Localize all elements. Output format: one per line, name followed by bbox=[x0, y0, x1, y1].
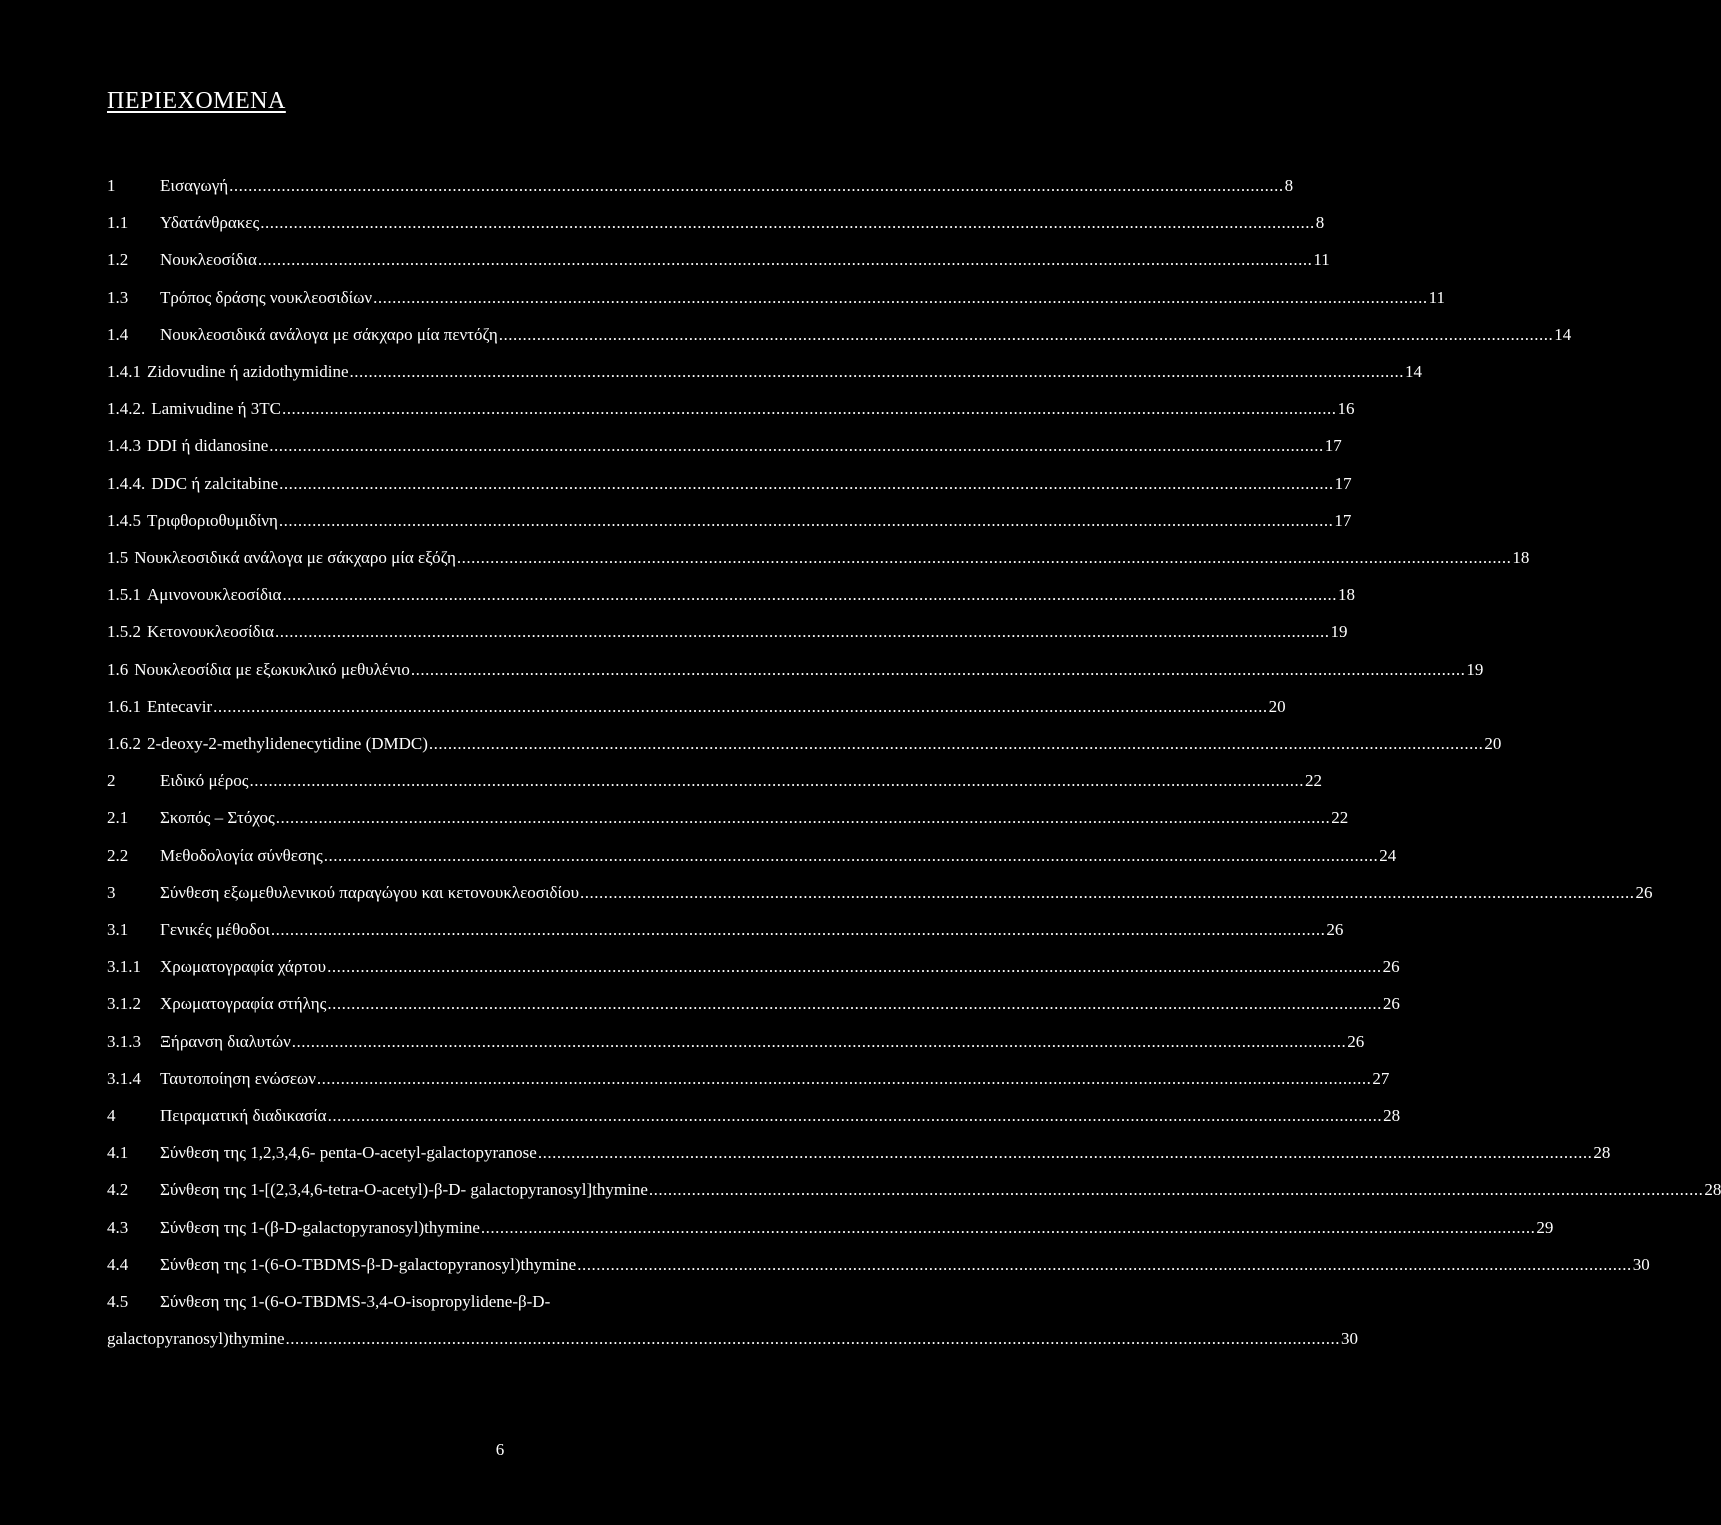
toc-entry-title: Νουκλεοσιδικά ανάλογα με σάκχαρο μία εξόζη bbox=[134, 548, 456, 567]
toc-entry-number: 1.5 bbox=[107, 548, 129, 567]
toc-dot-leader bbox=[649, 1178, 1704, 1202]
toc-entry-title: Lamivudine ή 3TC bbox=[151, 399, 282, 419]
toc-entry-number: 1.3 bbox=[107, 287, 129, 307]
toc-entry-title: Ειδικό μέρος bbox=[160, 771, 249, 791]
toc-entry-page: 17 bbox=[1334, 473, 1352, 493]
toc-entry-title: Αμινονουκλεοσίδια bbox=[147, 585, 282, 605]
toc-dot-leader bbox=[327, 992, 1382, 1016]
toc-entry-number: 1.6.2 bbox=[107, 734, 141, 753]
table-of-contents bbox=[107, 0, 1721, 1525]
toc-entry[interactable] bbox=[107, 248, 1330, 272]
toc-dot-leader bbox=[499, 323, 1554, 347]
toc-entry-title: Ταυτοποίηση ενώσεων bbox=[160, 1068, 316, 1088]
toc-entry-title: galactopyranosyl)thymine bbox=[107, 1329, 285, 1349]
toc-entry-page: 14 bbox=[1554, 324, 1572, 344]
toc-dot-leader bbox=[260, 211, 1315, 235]
toc-entry-title: Υδατάνθρακες bbox=[160, 213, 260, 233]
toc-entry[interactable] bbox=[107, 769, 1322, 793]
toc-entry[interactable] bbox=[107, 695, 1286, 719]
toc-entry[interactable] bbox=[107, 1290, 890, 1314]
toc-dot-leader bbox=[292, 1030, 1347, 1054]
toc-dot-leader bbox=[286, 1327, 1341, 1351]
toc-entry[interactable] bbox=[107, 211, 1325, 235]
toc-entry-title: Σύνθεση της 1-(6-O-TBDMS-3,4-O-isopropylidene-β-D- bbox=[160, 1292, 551, 1311]
toc-dot-leader bbox=[429, 732, 1484, 756]
toc-dot-leader bbox=[327, 955, 1382, 979]
toc-entry[interactable] bbox=[107, 509, 1352, 533]
toc-entry-title: Σύνθεση της 1,2,3,4,6- penta-O-acetyl-galactopyranose bbox=[160, 1143, 537, 1163]
toc-entry-number: 1 bbox=[107, 176, 116, 195]
toc-entry[interactable] bbox=[107, 658, 1484, 682]
toc-entry-number: 1.4.3 bbox=[107, 436, 141, 456]
toc-dot-leader bbox=[276, 806, 1331, 830]
toc-entry-page: 16 bbox=[1337, 399, 1355, 419]
toc-entry-number: 3.1 bbox=[107, 920, 129, 939]
toc-entry-number: 2 bbox=[107, 771, 116, 791]
toc-dot-leader bbox=[481, 1216, 1536, 1240]
toc-entry-number: 1.4.2. bbox=[107, 399, 146, 419]
toc-entry-number: 1.6 bbox=[107, 659, 129, 679]
toc-entry-title: Entecavir bbox=[147, 696, 213, 716]
toc-entry-page: 26 bbox=[1382, 994, 1400, 1014]
page-title: ΠΕΡΙΕΧΟΜΕΝΑ bbox=[107, 88, 286, 114]
toc-entry-page: 29 bbox=[1536, 1217, 1554, 1237]
toc-entry[interactable] bbox=[107, 1141, 1611, 1165]
toc-entry-page: 27 bbox=[1372, 1068, 1390, 1088]
toc-entry[interactable] bbox=[107, 1216, 1554, 1240]
toc-entry-page: 22 bbox=[1331, 808, 1349, 828]
toc-entry-page: 28 bbox=[1383, 1106, 1401, 1125]
toc-entry[interactable] bbox=[107, 806, 1349, 830]
toc-entry-number: 1.4.4. bbox=[107, 473, 146, 493]
toc-entry[interactable] bbox=[107, 1178, 1721, 1202]
toc-entry-title: Σύνθεση της 1-[(2,3,4,6-tetra-O-acetyl)-β-D- galactopyranosyl]thymine bbox=[160, 1180, 648, 1200]
toc-entry-page: 8 bbox=[1315, 213, 1325, 233]
toc-entry-page: 28 bbox=[1593, 1143, 1611, 1163]
toc-entry-number: 1.4 bbox=[107, 324, 129, 344]
toc-dot-leader bbox=[350, 360, 1405, 384]
toc-dot-leader bbox=[282, 583, 1337, 607]
toc-entry-number: 1.2 bbox=[107, 250, 129, 270]
toc-entry-number: 4.2 bbox=[107, 1180, 129, 1200]
toc-dot-leader bbox=[538, 1141, 1593, 1165]
toc-entry-page: 19 bbox=[1466, 659, 1484, 679]
toc-entry[interactable] bbox=[107, 955, 1400, 979]
toc-entry-title: Κετονουκλεοσίδια bbox=[147, 622, 275, 642]
toc-dot-leader bbox=[580, 881, 1635, 905]
toc-entry-page: 17 bbox=[1324, 436, 1342, 456]
toc-entry-page: 26 bbox=[1326, 920, 1344, 939]
toc-entry-number: 3.1.3 bbox=[107, 1031, 141, 1051]
toc-dot-leader bbox=[324, 844, 1379, 868]
toc-entry-number: 1.4.5 bbox=[107, 510, 141, 530]
toc-dot-leader bbox=[213, 695, 1268, 719]
toc-entry[interactable] bbox=[107, 1104, 1401, 1128]
toc-dot-leader bbox=[328, 1104, 1383, 1128]
toc-entry[interactable] bbox=[107, 434, 1342, 458]
toc-entry-number: 1.5.2 bbox=[107, 622, 141, 642]
toc-entry[interactable] bbox=[107, 732, 1502, 756]
toc-entry[interactable] bbox=[107, 174, 1294, 198]
toc-entry[interactable] bbox=[107, 323, 1572, 347]
toc-entry-page: 8 bbox=[1284, 176, 1294, 195]
toc-dot-leader bbox=[275, 620, 1330, 644]
toc-entry-page: 18 bbox=[1512, 548, 1530, 567]
toc-entry-page: 11 bbox=[1428, 287, 1445, 307]
toc-entry-number: 4.3 bbox=[107, 1217, 129, 1237]
toc-entry-page: 11 bbox=[1313, 250, 1330, 270]
toc-entry-title: Σκοπός – Στόχος bbox=[160, 808, 275, 828]
page-number: 6 bbox=[495, 1440, 505, 1459]
toc-entry-page: 30 bbox=[1632, 1254, 1650, 1274]
toc-entry-page: 28 bbox=[1704, 1180, 1721, 1200]
toc-entry-title: Νουκλεοσίδια bbox=[160, 250, 257, 270]
toc-entry[interactable] bbox=[107, 918, 1344, 942]
toc-entry[interactable] bbox=[107, 360, 1423, 384]
toc-dot-leader bbox=[229, 174, 1284, 198]
toc-dot-leader bbox=[271, 918, 1326, 942]
toc-entry-title: Zidovudine ή azidothymidine bbox=[147, 362, 349, 381]
toc-entry[interactable] bbox=[107, 286, 1445, 310]
toc-entry-page: 20 bbox=[1484, 734, 1502, 753]
toc-entry-number: 1.4.1 bbox=[107, 362, 141, 381]
toc-entry-title: DDC ή zalcitabine bbox=[151, 473, 279, 493]
toc-entry-page: 20 bbox=[1268, 696, 1286, 716]
toc-entry-title: Γενικές μέθοδοι bbox=[160, 920, 270, 939]
toc-entry-title: DDI ή didanosine bbox=[147, 436, 269, 456]
toc-dot-leader bbox=[279, 472, 1334, 496]
toc-dot-leader bbox=[577, 1253, 1632, 1277]
toc-entry-title: Χρωματογραφία στήλης bbox=[160, 994, 327, 1014]
toc-entry-number: 3.1.2 bbox=[107, 994, 141, 1014]
toc-entry-page: 24 bbox=[1379, 845, 1397, 865]
toc-dot-leader bbox=[282, 397, 1337, 421]
toc-entry-title: Νουκλεοσιδικά ανάλογα με σάκχαρο μία πεντόζη bbox=[160, 324, 498, 344]
toc-entry-title: Μεθοδολογία σύνθεσης bbox=[160, 845, 323, 865]
toc-entry-number: 1.5.1 bbox=[107, 585, 141, 605]
toc-dot-leader bbox=[317, 1067, 1372, 1091]
toc-dot-leader bbox=[258, 248, 1313, 272]
toc-entry-title: Ξήρανση διαλυτών bbox=[160, 1031, 291, 1051]
toc-entry-page: 17 bbox=[1334, 510, 1352, 530]
toc-entry-page: 18 bbox=[1337, 585, 1355, 605]
toc-entry-number: 4.5 bbox=[107, 1292, 129, 1311]
toc-entry[interactable] bbox=[107, 881, 1653, 905]
toc-entry[interactable] bbox=[107, 844, 1397, 868]
toc-entry[interactable] bbox=[107, 992, 1400, 1016]
toc-entry-title: Χρωματογραφία χάρτου bbox=[160, 957, 327, 977]
toc-entry[interactable] bbox=[107, 1030, 1365, 1054]
toc-entry-number: 1.6.1 bbox=[107, 696, 141, 716]
toc-entry-number: 1.1 bbox=[107, 213, 129, 233]
toc-entry-title: 2-deoxy-2-methylidenecytidine (DMDC) bbox=[147, 734, 428, 753]
toc-entry-number: 3 bbox=[107, 882, 116, 902]
toc-entry[interactable] bbox=[107, 620, 1348, 644]
toc-dot-leader bbox=[279, 509, 1334, 533]
toc-entry-title: Τριφθοριοθυμιδίνη bbox=[147, 510, 278, 530]
toc-entry-title: Εισαγωγή bbox=[160, 176, 229, 195]
toc-entry-page: 14 bbox=[1405, 362, 1423, 381]
toc-entry-page: 26 bbox=[1347, 1031, 1365, 1051]
toc-entry-number: 2.2 bbox=[107, 845, 129, 865]
toc-entry[interactable] bbox=[107, 1327, 1359, 1351]
toc-dot-leader bbox=[411, 658, 1466, 682]
toc-entry-title: Πειραματική διαδικασία bbox=[160, 1106, 327, 1125]
toc-dot-leader bbox=[373, 286, 1428, 310]
toc-entry-number: 3.1.1 bbox=[107, 957, 141, 977]
toc-entry-page: 26 bbox=[1635, 882, 1653, 902]
toc-dot-leader bbox=[249, 769, 1304, 793]
toc-entry-page: 19 bbox=[1330, 622, 1348, 642]
toc-dot-leader bbox=[457, 546, 1512, 570]
toc-entry-number: 3.1.4 bbox=[107, 1068, 141, 1088]
toc-entry-title: Τρόπος δράσης νουκλεοσιδίων bbox=[160, 287, 373, 307]
toc-dot-leader bbox=[269, 434, 1324, 458]
toc-entry-title: Σύνθεση της 1-(β-D-galactopyranosyl)thymine bbox=[160, 1217, 480, 1237]
toc-entry[interactable] bbox=[107, 546, 1530, 570]
toc-entry-number: 4.1 bbox=[107, 1143, 129, 1163]
toc-entry-number: 2.1 bbox=[107, 808, 129, 828]
toc-entry[interactable] bbox=[107, 1067, 1390, 1091]
toc-entry[interactable] bbox=[107, 1253, 1650, 1277]
toc-entry-title: Σύνθεση εξωμεθυλενικού παραγώγου και κετονουκλεοσιδίου bbox=[160, 882, 580, 902]
toc-entry[interactable] bbox=[107, 397, 1355, 421]
toc-entry-title: Σύνθεση της 1-(6-O-TBDMS-β-D-galactopyranosyl)thymine bbox=[160, 1254, 577, 1274]
toc-entry-number: 4 bbox=[107, 1106, 116, 1125]
toc-entry-title: Νουκλεοσίδια με εξωκυκλικό μεθυλένιο bbox=[134, 659, 410, 679]
toc-entry[interactable] bbox=[107, 583, 1355, 607]
toc-entry-page: 26 bbox=[1382, 957, 1400, 977]
toc-entry-number: 4.4 bbox=[107, 1254, 129, 1274]
toc-entry-page: 22 bbox=[1304, 771, 1322, 791]
toc-entry-page: 30 bbox=[1341, 1329, 1359, 1349]
toc-entry[interactable] bbox=[107, 472, 1352, 496]
